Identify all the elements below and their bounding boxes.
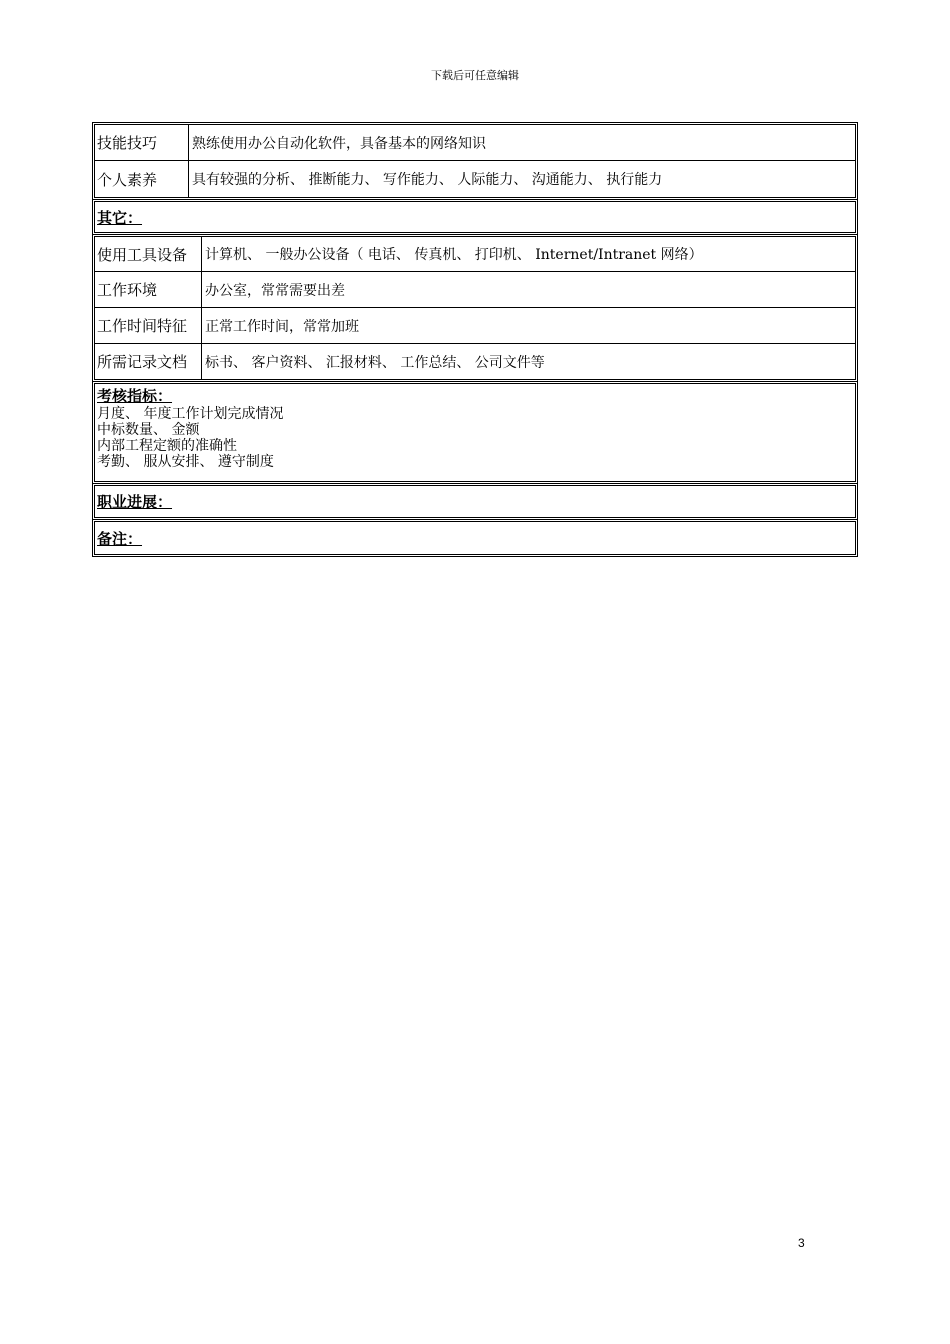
documents-label: 所需记录文档 <box>95 344 202 379</box>
career-section <box>94 485 856 518</box>
table-row-environment <box>95 272 855 308</box>
kpi-list <box>95 406 855 470</box>
skills-label: 技能技巧 <box>95 125 189 160</box>
documents-value: 标书、 客户资料、 汇报材料、 工作总结、 公司文件等 <box>205 354 545 371</box>
other-section <box>94 201 856 233</box>
work-hours-label: 工作时间特征 <box>95 308 202 343</box>
tools-block <box>94 236 856 380</box>
kpi-section-title: 考核指标： <box>97 387 173 405</box>
page-number: 3 <box>798 1236 805 1250</box>
career-section-title: 职业进展： <box>97 493 173 511</box>
remarks-section-title: 备注： <box>97 529 143 548</box>
table-row-work-hours <box>95 308 855 344</box>
work-hours-value: 正常工作时间，常常加班 <box>205 318 359 335</box>
skills-block <box>94 124 856 198</box>
skills-value: 熟练使用办公自动化软件，具备基本的网络知识 <box>192 135 486 152</box>
page-header-note: 下载后可任意编辑 <box>431 69 519 82</box>
kpi-item: 中标数量、 金额 <box>97 422 200 438</box>
tools-value: 计算机、 一般办公设备（ 电话、 传真机、 打印机、 Internet/Intranet 网络） <box>205 247 703 263</box>
job-description-table <box>92 124 858 555</box>
kpi-section <box>94 383 856 482</box>
environment-value: 办公室，常常需要出差 <box>205 282 345 299</box>
kpi-item: 内部工程定额的准确性 <box>97 438 237 454</box>
personal-quality-label: 个人素养 <box>95 161 189 197</box>
table-row-documents <box>95 344 855 379</box>
personal-quality-value: 具有较强的分析、 推断能力、 写作能力、 人际能力、 沟通能力、 执行能力 <box>192 172 663 188</box>
environment-label: 工作环境 <box>95 272 202 307</box>
table-row-personal-quality <box>95 161 855 197</box>
other-section-title: 其它： <box>97 208 143 227</box>
kpi-item: 月度、 年度工作计划完成情况 <box>97 406 284 422</box>
tools-label: 使用工具设备 <box>95 237 202 271</box>
remarks-section <box>94 521 856 555</box>
table-row-tools <box>95 237 855 272</box>
kpi-item: 考勤、 服从安排、 遵守制度 <box>97 454 274 470</box>
table-row-skills <box>95 125 855 161</box>
